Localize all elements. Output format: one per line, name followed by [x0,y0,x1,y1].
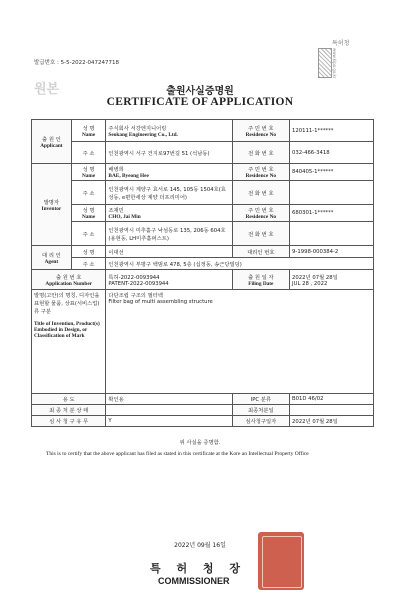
agent-id-label: 대리인 번호 [232,246,289,258]
applicant-addr-label: 주 소 [71,142,106,164]
filing-date: 2022년 07월 28일 JUL 28 , 2022 [290,270,374,290]
ipc-label: IPC 분류 [232,394,289,405]
inventor2-res-no: 680301-1****** [290,205,374,222]
inventor2-tel [290,222,374,246]
filing-date-label: 출 원 일 자 Filing Date [232,270,289,290]
disposition-date-label: 최종처분일 [232,405,289,416]
invention-title: 다단조립 구조의 필터백 Filter bag of multi assembling structure [106,290,374,394]
original-watermark: 원본 [34,82,60,97]
agent-address: 인천광역시 부평구 백범로 478, 5층 (십정동, 송근당빌딩) [106,258,374,270]
inventor2-res-label: 주 민 번 호 Residence No [232,205,289,222]
inventor-label: 발명자 Inventor [32,164,72,246]
ipc-value: B01D 46/02 [290,394,374,405]
issue-date: 2022년 09월 16일 [174,542,226,549]
applicant-name: 주식회사 서강엔지니어링 Seokang Engineering Co., Ltd. [106,120,232,142]
applicant-address: 인천광역시 서구 건지로97번길 51 (석남동) [106,142,232,164]
issue-number: 발급번호 : 5-5-2022-047247718 [34,60,120,66]
confirm-text: 위 사실을 증명함. [179,440,221,446]
usage-label: 용 도 [32,394,106,405]
inventor2-name: 조재민 CHO, Jai Min [106,205,232,222]
agent-label: 대 리 인 Agent [32,246,72,270]
applicant-tel-label: 전 화 번 호 [232,142,289,164]
title-english: CERTIFICATE OF APPLICATION [106,96,294,108]
disposition-value [106,405,232,416]
inventor1-res-label: 주 민 번 호 Residence No [232,164,289,181]
agent-addr-label: 주 소 [71,258,106,270]
application-number-label: 출 원 번 호 Application Number [32,270,106,290]
inventor1-address: 인천광역시 계양구 효서로 145, 105동 1504호(효성동, e편한세상 계양 더프리미어) [106,181,232,205]
inventor1-tel-label: 전 화 번 호 [232,181,289,205]
invention-title-label: 발명(고안)의 명칭, 디자인을 표현할 물품, 상표(서비스업)류 구분 Title of Invention, Product(s) Embodied in Design, or Classification of Mark [32,290,106,394]
commissioner-english: COMMISSIONER [158,576,230,586]
applicant-tel: 032-466-3418 [290,142,374,164]
commissioner-korean: 특 허 청 장 [150,562,246,575]
inventor1-name-label: 성 명 Name [71,164,106,181]
examination-label: 심 사 청 구 유 무 [32,416,106,427]
side-url: www.kipo.go.kr [332,48,337,79]
inventor2-addr-label: 주 소 [71,222,106,246]
agent-name: 이대선 [106,246,232,258]
certify-text: This is to certify that the above applicant has filed as stated in this certificate at the Kore an Intellectual Property Office [46,451,309,457]
inventor1-res-no: 840405-1****** [290,164,374,181]
agent-name-label: 성 명 [71,246,106,258]
inventor2-address: 인천광역시 미추홀구 낙섬동로 135, 206동 604호(용현동, LH미추홀퍼스트) [106,222,232,246]
inventor2-tel-label: 전 화 번 호 [232,222,289,246]
inventor1-addr-label: 주 소 [71,181,106,205]
certificate-table [31,119,374,427]
agent-id: 9-1998-000384-2 [290,246,374,258]
official-seal-border [262,536,302,588]
application-number: 특허-2022-0093944 PATENT-2022-0093944 [106,270,232,290]
disposition-date [290,405,374,416]
usage-value: 확인용 [106,394,232,405]
kipo-logo: 특허청 [332,40,350,47]
inventor1-tel [290,181,374,205]
applicant-res-label: 주 민 번 호 Residence No [232,120,289,142]
examination-date: 2022년 07월 28일 [290,416,374,427]
disposition-label: 최 종 처 분 상 태 [32,405,106,416]
applicant-label: 출 원 인 Applicant [32,120,72,164]
examination-value: Y [106,416,232,427]
title-korean: 출원사실증명원 [166,86,234,97]
qr-code-icon [318,48,332,78]
applicant-res-no: 120111-1****** [290,120,374,142]
applicant-name-label: 성 명 Name [71,120,106,142]
inventor1-name: 배병희 BAE, Byeong Hee [106,164,232,181]
inventor2-name-label: 성 명 Name [71,205,106,222]
examination-date-label: 심사청구일자 [232,416,289,427]
